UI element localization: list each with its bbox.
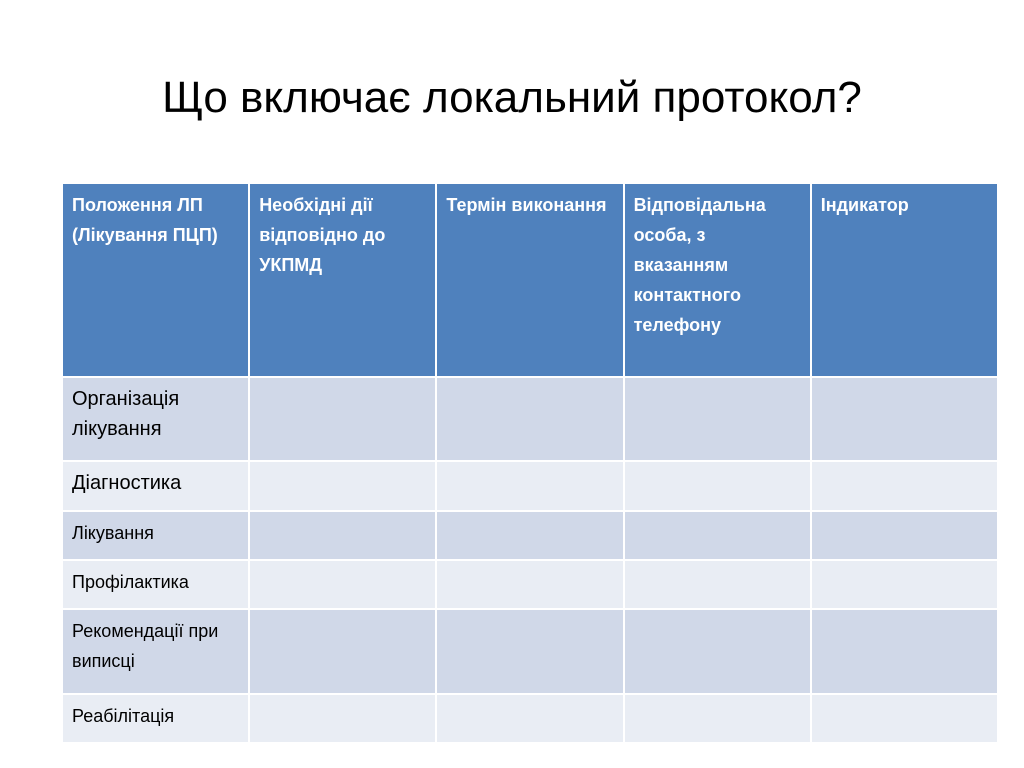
table-cell [249,511,436,560]
protocol-table [61,182,999,744]
table-cell [624,694,811,743]
table-cell [249,694,436,743]
table-row [62,560,998,609]
row-label: Діагностика [62,461,249,511]
row-label: Організація лікування [62,377,249,461]
table-cell [811,377,998,461]
table-cell [624,511,811,560]
table-cell [624,560,811,609]
table-cell [436,377,623,461]
table-cell [436,461,623,511]
column-header: Індикатор [811,183,998,377]
table-cell [249,461,436,511]
table-row [62,511,998,560]
table-cell [624,377,811,461]
table-cell [811,560,998,609]
table-cell [436,694,623,743]
table-row [62,377,998,461]
column-header: Відповідальна особа, з вказанням контактного телефону [624,183,811,377]
row-label: Реабілітація [62,694,249,743]
table-cell [249,560,436,609]
row-label: Лікування [62,511,249,560]
table-row [62,694,998,743]
table-cell [811,461,998,511]
table-cell [436,511,623,560]
slide-title: Що включає локальний протокол? [162,73,862,122]
table-cell [436,609,623,694]
table-row [62,461,998,511]
table-cell [811,609,998,694]
table-cell [624,609,811,694]
table-cell [811,694,998,743]
column-header: Необхідні дії відповідно до УКПМД [249,183,436,377]
column-header: Положення ЛП (Лікування ПЦП) [62,183,249,377]
table-cell [436,560,623,609]
table-cell [811,511,998,560]
row-label: Рекомендації при виписці [62,609,249,694]
row-label: Профілактика [62,560,249,609]
table-cell [624,461,811,511]
table-row [62,609,998,694]
table-cell [249,609,436,694]
table-header-row [62,183,998,377]
table-cell [249,377,436,461]
column-header: Термін виконання [436,183,623,377]
